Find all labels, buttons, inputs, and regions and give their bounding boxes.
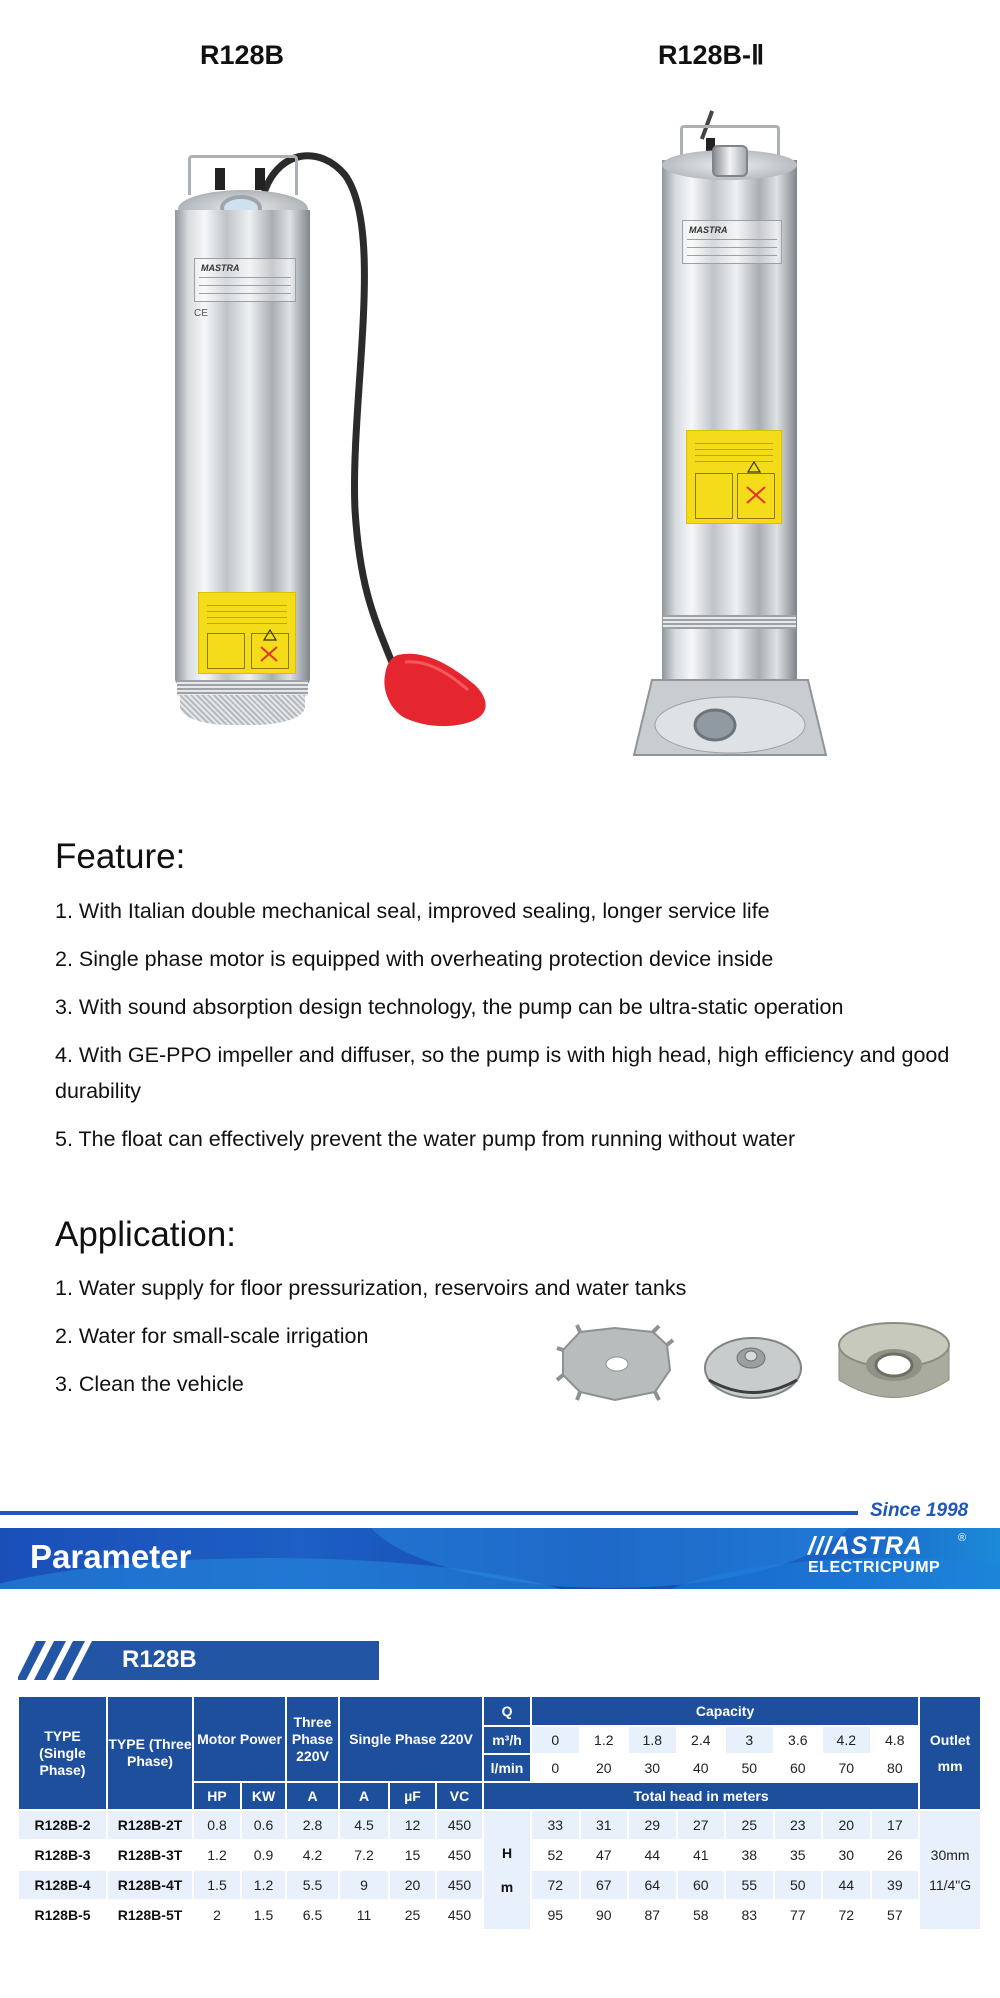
head-m-label: m xyxy=(500,1879,514,1895)
lmin-cell: 0 xyxy=(531,1754,580,1782)
head-cell: 44 xyxy=(628,1840,677,1870)
outlet-value-thread: 11/4"G xyxy=(929,1877,972,1893)
cell-single-a: 4.5 xyxy=(339,1810,389,1840)
header-q: Q xyxy=(483,1696,531,1726)
m3h-cell: 3 xyxy=(725,1726,774,1754)
application-item-3: 3. Clean the vehicle xyxy=(55,1372,244,1396)
head-cell: 31 xyxy=(580,1810,629,1840)
head-cell: 23 xyxy=(774,1810,823,1840)
cell-single-a: 9 xyxy=(339,1870,389,1900)
lmin-cell: 30 xyxy=(628,1754,677,1782)
lmin-cell: 80 xyxy=(871,1754,920,1782)
model-tab-label: R128B xyxy=(122,1646,197,1673)
header-outlet xyxy=(919,1696,981,1810)
lmin-cell: 60 xyxy=(774,1754,823,1782)
cell-hp: 1.2 xyxy=(193,1840,241,1870)
model-tab xyxy=(18,1641,379,1680)
cell-uf: 15 xyxy=(389,1840,436,1870)
head-cell: 90 xyxy=(580,1900,629,1930)
cell-type-single: R128B-3 xyxy=(18,1840,107,1870)
registered-icon: ® xyxy=(958,1532,967,1544)
cell-vc: 450 xyxy=(436,1900,483,1930)
cell-uf: 25 xyxy=(389,1900,436,1930)
warning-label-ii xyxy=(686,430,782,524)
head-cell: 72 xyxy=(531,1870,580,1900)
cell-type-three: R128B-3T xyxy=(107,1840,193,1870)
pump-image-r128b-ii xyxy=(630,110,830,775)
table-row xyxy=(18,1810,981,1840)
diffuser-image xyxy=(555,1320,675,1405)
warning-label xyxy=(198,592,296,674)
head-cell: 57 xyxy=(871,1900,920,1930)
head-cell: 77 xyxy=(774,1900,823,1930)
rating-plate-logo-ii: MASTRA xyxy=(689,225,728,235)
diffuser-cup-image xyxy=(835,1320,953,1408)
header-lmin: l/min xyxy=(483,1754,531,1782)
outlet-value xyxy=(919,1810,981,1930)
application-item-2: 2. Water for small-scale irrigation xyxy=(55,1324,369,1348)
feature-heading: Feature: xyxy=(55,837,186,876)
head-cell: 20 xyxy=(822,1810,871,1840)
head-cell: 64 xyxy=(628,1870,677,1900)
header-m3h: m³/h xyxy=(483,1726,531,1754)
head-cell: 47 xyxy=(580,1840,629,1870)
header-kw: KW xyxy=(241,1782,286,1810)
brand-mark: ///ASTRA xyxy=(808,1532,923,1560)
ce-mark: CE xyxy=(194,308,208,319)
cell-kw: 0.6 xyxy=(241,1810,286,1840)
m3h-cell: 1.8 xyxy=(628,1726,677,1754)
head-cell: 72 xyxy=(822,1900,871,1930)
m3h-cell: 1.2 xyxy=(580,1726,629,1754)
header-outlet-label: Outlet xyxy=(929,1732,971,1748)
cell-hp: 0.8 xyxy=(193,1810,241,1840)
cell-kw: 0.9 xyxy=(241,1840,286,1870)
application-heading: Application: xyxy=(55,1215,236,1254)
head-cell: 41 xyxy=(677,1840,726,1870)
head-cell: 52 xyxy=(531,1840,580,1870)
cell-kw: 1.5 xyxy=(241,1900,286,1930)
cell-three-a: 2.8 xyxy=(286,1810,339,1840)
lmin-cell: 20 xyxy=(580,1754,629,1782)
cell-type-three: R128B-5T xyxy=(107,1900,193,1930)
head-cell: 87 xyxy=(628,1900,677,1930)
cell-three-a: 6.5 xyxy=(286,1900,339,1930)
cell-vc: 450 xyxy=(436,1870,483,1900)
head-cell: 83 xyxy=(725,1900,774,1930)
head-cell: 26 xyxy=(871,1840,920,1870)
slash-stripes-icon xyxy=(18,1641,379,1680)
brand-logo xyxy=(808,1532,967,1577)
brand-subtitle: ELECTRICPUMP xyxy=(808,1559,941,1576)
cell-type-single: R128B-5 xyxy=(18,1900,107,1930)
pump-image-r128b xyxy=(170,150,510,775)
cell-single-a: 11 xyxy=(339,1900,389,1930)
header-divider-line xyxy=(0,1511,858,1515)
cell-hp: 2 xyxy=(193,1900,241,1930)
head-h-label: H xyxy=(501,1845,513,1861)
cell-uf: 12 xyxy=(389,1810,436,1840)
header-total-head: Total head in meters xyxy=(483,1782,919,1810)
parameter-banner xyxy=(0,1528,1000,1589)
feature-item-3: 3. With sound absorption design technology, the pump can be ultra-static operation xyxy=(55,995,844,1019)
lmin-cell: 40 xyxy=(677,1754,726,1782)
base-plate-icon xyxy=(630,670,830,770)
application-item-1: 1. Water supply for floor pressurization, reservoirs and water tanks xyxy=(55,1276,687,1300)
head-cell: 39 xyxy=(871,1870,920,1900)
feature-item-5: 5. The float can effectively prevent the water pump from running without water xyxy=(55,1127,796,1151)
cell-uf: 20 xyxy=(389,1870,436,1900)
cell-three-a: 4.2 xyxy=(286,1840,339,1870)
cell-vc: 450 xyxy=(436,1840,483,1870)
cell-single-a: 7.2 xyxy=(339,1840,389,1870)
m3h-cell: 0 xyxy=(531,1726,580,1754)
header-vc: VC xyxy=(436,1782,483,1810)
m3h-cell: 4.2 xyxy=(822,1726,871,1754)
cell-type-single: R128B-2 xyxy=(18,1810,107,1840)
head-cell: 33 xyxy=(531,1810,580,1840)
parameter-title: Parameter xyxy=(30,1538,192,1575)
header-type-three: TYPE (Three Phase) xyxy=(107,1696,193,1810)
head-cell: 58 xyxy=(677,1900,726,1930)
impeller-image xyxy=(703,1330,803,1400)
head-cell: 35 xyxy=(774,1840,823,1870)
head-cell: 27 xyxy=(677,1810,726,1840)
head-unit-label xyxy=(483,1810,531,1930)
cell-hp: 1.5 xyxy=(193,1870,241,1900)
cell-vc: 450 xyxy=(436,1810,483,1840)
head-cell: 44 xyxy=(822,1870,871,1900)
head-cell: 17 xyxy=(871,1810,920,1840)
head-cell: 38 xyxy=(725,1840,774,1870)
feature-item-2: 2. Single phase motor is equipped with overheating protection device inside xyxy=(55,947,774,971)
head-cell: 50 xyxy=(774,1870,823,1900)
head-cell: 29 xyxy=(628,1810,677,1840)
m3h-cell: 3.6 xyxy=(774,1726,823,1754)
m3h-cell: 4.8 xyxy=(871,1726,920,1754)
header-three-phase-a: A xyxy=(286,1782,339,1810)
lmin-cell: 50 xyxy=(725,1754,774,1782)
cell-type-single: R128B-4 xyxy=(18,1870,107,1900)
head-cell: 55 xyxy=(725,1870,774,1900)
head-cell: 67 xyxy=(580,1870,629,1900)
cell-type-three: R128B-2T xyxy=(107,1810,193,1840)
cell-type-three: R128B-4T xyxy=(107,1870,193,1900)
spec-table xyxy=(17,1695,982,1931)
header-hp: HP xyxy=(193,1782,241,1810)
feature-item-4: 4. With GE-PPO impeller and diffuser, so the pump is with high head, high efficiency and good durability xyxy=(55,1043,950,1103)
cell-three-a: 5.5 xyxy=(286,1870,339,1900)
outlet-value-mm: 30mm xyxy=(930,1847,970,1863)
product-title-r128b: R128B xyxy=(200,40,285,70)
header-single-phase-a: A xyxy=(339,1782,389,1810)
m3h-cell: 2.4 xyxy=(677,1726,726,1754)
header-capacity: Capacity xyxy=(531,1696,919,1726)
header-three-phase: Three Phase 220V xyxy=(286,1696,339,1782)
header-uf: µF xyxy=(389,1782,436,1810)
header-single-phase: Single Phase 220V xyxy=(339,1696,483,1782)
head-cell: 60 xyxy=(677,1870,726,1900)
head-cell: 30 xyxy=(822,1840,871,1870)
rating-plate-logo: MASTRA xyxy=(201,263,240,273)
lmin-cell: 70 xyxy=(822,1754,871,1782)
feature-item-1: 1. With Italian double mechanical seal, improved sealing, longer service life xyxy=(55,899,770,923)
cell-kw: 1.2 xyxy=(241,1870,286,1900)
header-motor-power: Motor Power xyxy=(193,1696,286,1782)
product-title-r128b-ii: R128B-Ⅱ xyxy=(658,40,765,70)
since-label: Since 1998 xyxy=(870,1500,969,1521)
head-cell: 25 xyxy=(725,1810,774,1840)
head-cell: 95 xyxy=(531,1900,580,1930)
header-type-single: TYPE (Single Phase) xyxy=(18,1696,107,1810)
header-outlet-unit: mm xyxy=(937,1758,963,1774)
